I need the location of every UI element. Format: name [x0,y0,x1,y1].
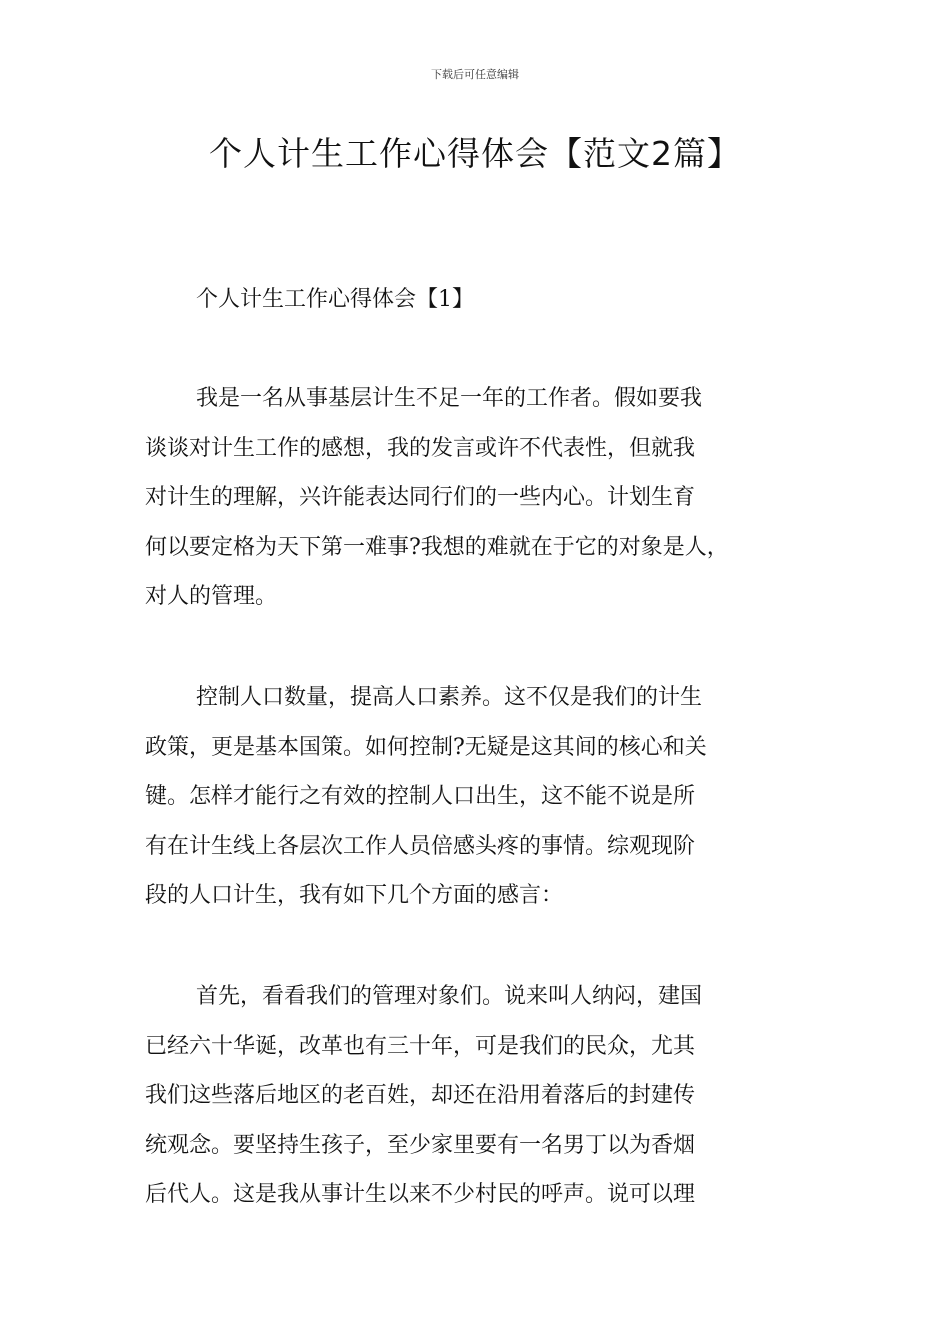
paragraph-line: 有在计生线上各层次工作人员倍感头疼的事情。综观现阶 [145,833,696,859]
paragraph-2 [145,673,810,921]
section-heading: 个人计生工作心得体会【1】 [196,287,474,312]
document-title: 个人计生工作心得体会【范文2篇】 [209,134,741,173]
paragraph-3 [145,972,810,1220]
paragraph-1 [145,374,810,622]
paragraph-line: 何以要定格为天下第一难事?我想的难就在于它的对象是人， [145,534,729,560]
paragraph-line: 段的人口计生，我有如下几个方面的感言： [145,883,564,908]
paragraph-line: 我是一名从事基层计生不足一年的工作者。假如要我 [196,386,703,411]
paragraph-line: 控制人口数量，提高人口素养。这不仅是我们的计生 [196,685,703,710]
paragraph-line: 首先，看看我们的管理对象们。说来叫人纳闷，建国 [196,984,703,1009]
paragraph-line: 政策，更是基本国策。如何控制?无疑是这其间的核心和关 [145,734,707,760]
paragraph-line: 对计生的理解，兴许能表达同行们的一些内心。计划生育 [145,485,696,510]
paragraph-line: 已经六十华诞，改革也有三十年，可是我们的民众，尤其 [145,1033,696,1059]
paragraph-line: 键。怎样才能行之有效的控制人口出生，这不能不说是所 [145,784,696,809]
paragraph-line: 我们这些落后地区的老百姓，却还在沿用着落后的封建传 [145,1083,696,1108]
paragraph-line: 谈谈对计生工作的感想，我的发言或许不代表性，但就我 [145,435,696,461]
paragraph-line: 统观念。要坚持生孩子，至少家里要有一名男丁以为香烟 [145,1132,696,1158]
paragraph-line: 对人的管理。 [145,584,278,609]
paragraph-line: 后代人。这是我从事计生以来不少村民的呼声。说可以理 [145,1182,696,1207]
header-note: 下载后可任意编辑 [431,68,519,81]
